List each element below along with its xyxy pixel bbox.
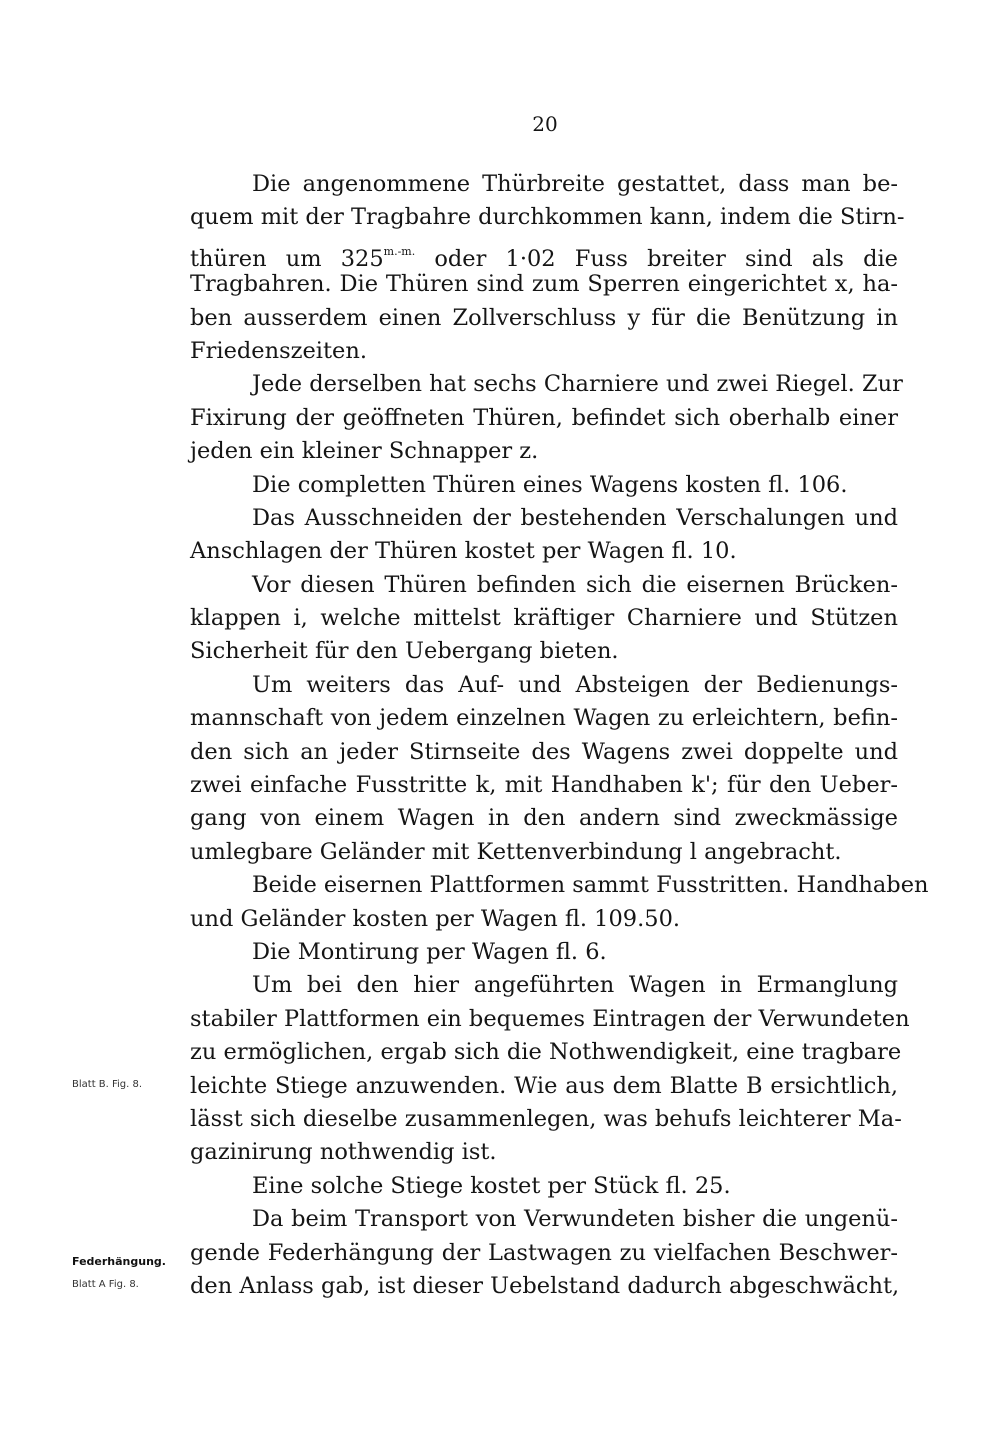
- text-line: Die Montirung per Wagen fl. 6.: [252, 938, 607, 965]
- text-line: quem mit der Tragbahre durchkommen kann, indem die Stirn-: [190, 204, 905, 231]
- text-fragment: thüren um 325: [190, 245, 384, 272]
- text-line: [190, 235, 898, 272]
- body-text: [190, 168, 929, 1303]
- margin-heading-federhaengung: Federhängung.: [72, 1255, 166, 1268]
- text-line: den Anlass gab, ist dieser Uebelstand dadurch abgeschwächt,: [190, 1272, 900, 1299]
- text-line: gende Federhängung der Lastwagen zu vielfachen Beschwer-: [190, 1239, 898, 1266]
- text-line: zwei einfache Fusstritte k, mit Handhaben k'; für den Ueber-: [190, 772, 898, 799]
- text-line: Jede derselben hat sechs Charniere und zwei Riegel. Zur: [252, 371, 903, 398]
- text-line: umlegbare Geländer mit Kettenverbindung l angebracht.: [190, 838, 842, 865]
- text-line: Die angenommene Thürbreite gestattet, dass man be-: [252, 171, 898, 197]
- text-line: klappen i, welche mittelst kräftiger Charniere und Stützen: [190, 605, 898, 632]
- text-fragment: oder 1·02 Fuss breiter sind als die: [415, 245, 898, 272]
- margin-note-blatt-a: Blatt A Fig. 8.: [72, 1279, 139, 1290]
- unit-superscript: m.-m.: [383, 244, 416, 258]
- text-line: Da beim Transport von Verwundeten bisher die ungenü-: [252, 1206, 898, 1233]
- text-line: und Geländer kosten per Wagen fl. 109.50.: [190, 905, 681, 932]
- text-line: zu ermöglichen, ergab sich die Nothwendigkeit, eine tragbare: [190, 1039, 902, 1066]
- margin-note-blatt-b: Blatt B. Fig. 8.: [72, 1079, 143, 1090]
- text-line: gazinirung nothwendig ist.: [190, 1139, 497, 1166]
- text-line: Vor diesen Thüren befinden sich die eisernen Brücken-: [252, 571, 898, 598]
- text-line: lässt sich dieselbe zusammenlegen, was behufs leichterer Ma-: [190, 1105, 902, 1132]
- text-line: mannschaft von jedem einzelnen Wagen zu erleichtern, befin-: [190, 705, 898, 732]
- text-line: Die completten Thüren eines Wagens kosten fl. 106.: [252, 471, 848, 498]
- text-line: Anschlagen der Thüren kostet per Wagen fl. 10.: [190, 538, 737, 565]
- text-line: Friedenszeiten.: [190, 337, 368, 364]
- text-line: Tragbahren. Die Thüren sind zum Sperren eingerichtet x, ha-: [190, 271, 898, 298]
- text-line: Das Ausschneiden der bestehenden Verschalungen und: [252, 504, 898, 531]
- page-number: 20: [532, 112, 558, 136]
- text-line: Fixirung der geöffneten Thüren, befindet sich oberhalb einer: [190, 404, 898, 431]
- text-line: Sicherheit für den Uebergang bieten.: [190, 638, 619, 665]
- text-line: Um bei den hier angeführten Wagen in Ermanglung: [252, 972, 898, 999]
- text-line: leichte Stiege anzuwenden. Wie aus dem Blatte B ersichtlich,: [190, 1072, 898, 1099]
- text-line: Beide eisernen Plattformen sammt Fusstritten. Handhaben: [252, 872, 929, 899]
- text-line: Eine solche Stiege kostet per Stück fl. 25.: [252, 1172, 731, 1199]
- text-line: jeden ein kleiner Schnapper z.: [190, 438, 539, 465]
- text-line: stabiler Plattformen ein bequemes Eintragen der Verwundeten: [190, 1005, 910, 1032]
- text-line: Um weiters das Auf- und Absteigen der Bedienungs-: [252, 671, 898, 698]
- text-line: den sich an jeder Stirnseite des Wagens zwei doppelte und: [190, 738, 898, 765]
- text-line: ben ausserdem einen Zollverschluss y für die Benützung in: [190, 304, 898, 331]
- text-line: gang von einem Wagen in den andern sind zweckmässige: [190, 805, 898, 832]
